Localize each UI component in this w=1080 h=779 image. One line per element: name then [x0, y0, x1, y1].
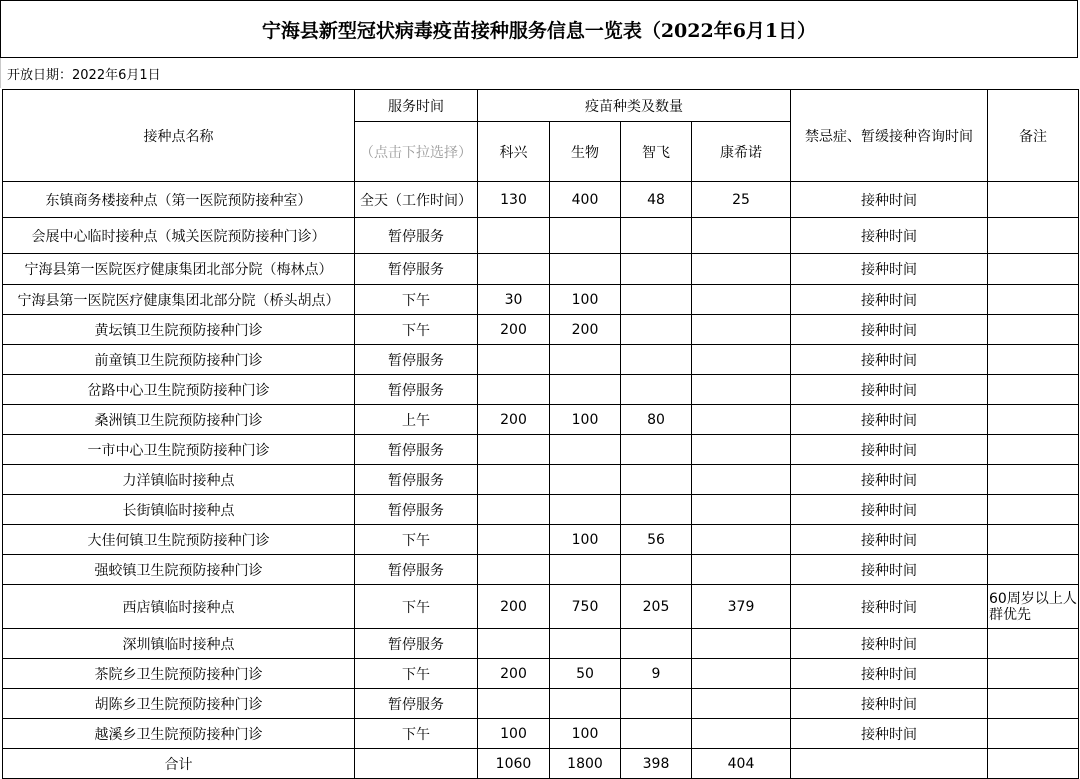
consult-time-cell[interactable]: 接种时间: [791, 285, 988, 315]
table-row: [3, 254, 1079, 285]
header-shengwu: 生物: [550, 122, 621, 182]
kexing-cell[interactable]: 100: [478, 719, 550, 749]
kangxinuo-cell[interactable]: 379: [692, 585, 791, 629]
service-time-cell[interactable]: 暂停服务: [355, 689, 478, 719]
shengwu-cell[interactable]: 50: [550, 659, 621, 689]
table-row: [3, 585, 1079, 629]
shengwu-cell[interactable]: [550, 345, 621, 375]
shengwu-cell[interactable]: 100: [550, 525, 621, 555]
table-row: [3, 345, 1079, 375]
table-row: [3, 689, 1079, 719]
kangxinuo-cell[interactable]: [692, 285, 791, 315]
consult-time-cell[interactable]: 接种时间: [791, 659, 988, 689]
open-date-label: 开放日期：: [7, 67, 73, 83]
consult-time-cell[interactable]: [791, 749, 988, 779]
site-name-cell[interactable]: 桑洲镇卫生院预防接种门诊: [3, 405, 355, 435]
remark-cell[interactable]: 60周岁以上人群优先: [988, 585, 1079, 629]
shengwu-cell[interactable]: 200: [550, 315, 621, 345]
kexing-cell[interactable]: 200: [478, 405, 550, 435]
zhifei-total-cell[interactable]: 398: [621, 749, 692, 779]
service-time-cell[interactable]: 暂停服务: [355, 218, 478, 254]
table-row: [3, 285, 1079, 315]
consult-time-cell[interactable]: 接种时间: [791, 555, 988, 585]
site-name-cell[interactable]: 深圳镇临时接种点: [3, 629, 355, 659]
remark-cell[interactable]: [988, 719, 1079, 749]
kexing-cell[interactable]: [478, 689, 550, 719]
kangxinuo-cell[interactable]: [692, 218, 791, 254]
remark-cell[interactable]: [988, 405, 1079, 435]
shengwu-cell[interactable]: [550, 689, 621, 719]
kangxinuo-cell[interactable]: [692, 629, 791, 659]
remark-cell[interactable]: [988, 435, 1079, 465]
service-time-cell[interactable]: 下午: [355, 659, 478, 689]
table-row: [3, 435, 1079, 465]
kangxinuo-cell[interactable]: [692, 525, 791, 555]
shengwu-cell[interactable]: 400: [550, 182, 621, 218]
service-time-cell[interactable]: 暂停服务: [355, 555, 478, 585]
remark-cell[interactable]: [988, 659, 1079, 689]
kexing-cell[interactable]: 130: [478, 182, 550, 218]
shengwu-cell[interactable]: [550, 435, 621, 465]
kangxinuo-cell[interactable]: [692, 435, 791, 465]
zhifei-cell[interactable]: [621, 719, 692, 749]
kexing-cell[interactable]: [478, 465, 550, 495]
site-name-cell[interactable]: 会展中心临时接种点（城关医院预防接种门诊）: [3, 218, 355, 254]
kexing-cell[interactable]: 200: [478, 315, 550, 345]
consult-time-cell[interactable]: 接种时间: [791, 689, 988, 719]
zhifei-cell[interactable]: 80: [621, 405, 692, 435]
zhifei-cell[interactable]: [621, 254, 692, 285]
service-time-cell[interactable]: 暂停服务: [355, 465, 478, 495]
consult-time-cell[interactable]: 接种时间: [791, 629, 988, 659]
remark-cell[interactable]: [988, 555, 1079, 585]
site-name-cell[interactable]: 黄坛镇卫生院预防接种门诊: [3, 315, 355, 345]
table-row: [3, 719, 1079, 749]
kangxinuo-cell[interactable]: [692, 465, 791, 495]
shengwu-cell[interactable]: [550, 465, 621, 495]
kexing-cell[interactable]: 200: [478, 585, 550, 629]
site-name-cell[interactable]: 胡陈乡卫生院预防接种门诊: [3, 689, 355, 719]
zhifei-cell[interactable]: [621, 435, 692, 465]
header-zhifei: 智飞: [621, 122, 692, 182]
remark-cell[interactable]: [988, 182, 1079, 218]
service-time-dropdown-hint[interactable]: （点击下拉选择）: [355, 122, 478, 182]
service-time-cell[interactable]: 暂停服务: [355, 495, 478, 525]
header-vaccine-group: 疫苗种类及数量: [478, 90, 791, 122]
shengwu-cell[interactable]: 100: [550, 405, 621, 435]
kangxinuo-total-cell[interactable]: 404: [692, 749, 791, 779]
zhifei-cell[interactable]: [621, 375, 692, 405]
remark-cell[interactable]: [988, 495, 1079, 525]
kexing-cell[interactable]: 30: [478, 285, 550, 315]
remark-cell[interactable]: [988, 525, 1079, 555]
zhifei-cell[interactable]: 56: [621, 525, 692, 555]
zhifei-cell[interactable]: [621, 495, 692, 525]
consult-time-cell[interactable]: 接种时间: [791, 375, 988, 405]
header-kexing: 科兴: [478, 122, 550, 182]
kexing-cell[interactable]: [478, 629, 550, 659]
consult-time-cell[interactable]: 接种时间: [791, 345, 988, 375]
kexing-cell[interactable]: [478, 254, 550, 285]
kexing-total-cell[interactable]: 1060: [478, 749, 550, 779]
zhifei-cell[interactable]: [621, 689, 692, 719]
consult-time-cell[interactable]: 接种时间: [791, 435, 988, 465]
site-name-cell[interactable]: 西店镇临时接种点: [3, 585, 355, 629]
service-time-cell[interactable]: 暂停服务: [355, 629, 478, 659]
table-row: [3, 525, 1079, 555]
site-name-cell[interactable]: 宁海县第一医院医疗健康集团北部分院（梅林点）: [3, 254, 355, 285]
zhifei-cell[interactable]: 48: [621, 182, 692, 218]
kexing-cell[interactable]: [478, 555, 550, 585]
site-name-cell[interactable]: 长街镇临时接种点: [3, 495, 355, 525]
shengwu-cell[interactable]: 750: [550, 585, 621, 629]
open-date-value: 2022年6月1日: [72, 67, 161, 83]
zhifei-cell[interactable]: [621, 345, 692, 375]
header-remark: 备注: [988, 90, 1079, 182]
remark-cell[interactable]: [988, 218, 1079, 254]
site-name-cell[interactable]: 一市中心卫生院预防接种门诊: [3, 435, 355, 465]
service-time-cell[interactable]: 下午: [355, 525, 478, 555]
kangxinuo-cell[interactable]: [692, 555, 791, 585]
site-name-cell[interactable]: 前童镇卫生院预防接种门诊: [3, 345, 355, 375]
kangxinuo-cell[interactable]: [692, 405, 791, 435]
header-kangxinuo: 康希诺: [692, 122, 791, 182]
remark-cell[interactable]: [988, 375, 1079, 405]
shengwu-cell[interactable]: [550, 218, 621, 254]
remark-cell[interactable]: [988, 285, 1079, 315]
consult-time-cell[interactable]: 接种时间: [791, 585, 988, 629]
remark-cell[interactable]: [988, 465, 1079, 495]
zhifei-cell[interactable]: [621, 315, 692, 345]
table-row: [3, 659, 1079, 689]
kangxinuo-cell[interactable]: 25: [692, 182, 791, 218]
table-row: [3, 375, 1079, 405]
zhifei-cell[interactable]: 9: [621, 659, 692, 689]
total-row: [3, 749, 1079, 779]
remark-cell[interactable]: [988, 629, 1079, 659]
consult-time-cell[interactable]: 接种时间: [791, 218, 988, 254]
site-name-cell[interactable]: 茶院乡卫生院预防接种门诊: [3, 659, 355, 689]
consult-time-cell[interactable]: 接种时间: [791, 525, 988, 555]
service-time-cell[interactable]: 下午: [355, 719, 478, 749]
remark-cell[interactable]: [988, 749, 1079, 779]
consult-time-cell[interactable]: 接种时间: [791, 495, 988, 525]
consult-time-cell[interactable]: 接种时间: [791, 315, 988, 345]
table-row: [3, 315, 1079, 345]
kexing-cell[interactable]: 200: [478, 659, 550, 689]
site-name-cell[interactable]: 宁海县第一医院医疗健康集团北部分院（桥头胡点）: [3, 285, 355, 315]
shengwu-cell[interactable]: [550, 555, 621, 585]
service-time-cell[interactable]: 暂停服务: [355, 254, 478, 285]
zhifei-cell[interactable]: [621, 218, 692, 254]
open-date-row: [0, 58, 1078, 88]
remark-cell[interactable]: [988, 689, 1079, 719]
table-row: [3, 405, 1079, 435]
service-time-cell[interactable]: 全天（工作时间）: [355, 182, 478, 218]
header-service-time: 服务时间: [355, 90, 478, 122]
table-row: [3, 218, 1079, 254]
kexing-cell[interactable]: [478, 435, 550, 465]
remark-cell[interactable]: [988, 315, 1079, 345]
zhifei-cell[interactable]: [621, 629, 692, 659]
table-row: [3, 495, 1079, 525]
kexing-cell[interactable]: [478, 375, 550, 405]
sheet-title: 宁海县新型冠状病毒疫苗接种服务信息一览表（2022年6月1日）: [0, 0, 1078, 58]
zhifei-cell[interactable]: [621, 555, 692, 585]
service-time-cell[interactable]: 下午: [355, 315, 478, 345]
header-consult-time: 禁忌症、暂缓接种咨询时间: [791, 90, 988, 182]
zhifei-cell[interactable]: [621, 285, 692, 315]
shengwu-cell[interactable]: 100: [550, 285, 621, 315]
site-name-cell[interactable]: 岔路中心卫生院预防接种门诊: [3, 375, 355, 405]
kangxinuo-cell[interactable]: [692, 375, 791, 405]
site-name-cell[interactable]: 力洋镇临时接种点: [3, 465, 355, 495]
consult-time-cell[interactable]: 接种时间: [791, 465, 988, 495]
consult-time-cell[interactable]: 接种时间: [791, 254, 988, 285]
service-time-cell[interactable]: 下午: [355, 585, 478, 629]
service-time-cell[interactable]: 下午: [355, 285, 478, 315]
consult-time-cell[interactable]: 接种时间: [791, 182, 988, 218]
consult-time-cell[interactable]: 接种时间: [791, 405, 988, 435]
kexing-cell[interactable]: [478, 345, 550, 375]
shengwu-cell[interactable]: [550, 375, 621, 405]
service-time-cell[interactable]: 上午: [355, 405, 478, 435]
header-site: 接种点名称: [3, 90, 355, 182]
kangxinuo-cell[interactable]: [692, 719, 791, 749]
kangxinuo-cell[interactable]: [692, 254, 791, 285]
kexing-cell[interactable]: [478, 495, 550, 525]
table-row: [3, 465, 1079, 495]
kangxinuo-cell[interactable]: [692, 689, 791, 719]
shengwu-cell[interactable]: [550, 629, 621, 659]
site-name-cell[interactable]: 强蛟镇卫生院预防接种门诊: [3, 555, 355, 585]
shengwu-cell[interactable]: 100: [550, 719, 621, 749]
table-row: [3, 629, 1079, 659]
remark-cell[interactable]: [988, 345, 1079, 375]
service-time-cell[interactable]: [355, 749, 478, 779]
table-row: [3, 182, 1079, 218]
kexing-cell[interactable]: [478, 525, 550, 555]
kangxinuo-cell[interactable]: [692, 495, 791, 525]
shengwu-cell[interactable]: [550, 495, 621, 525]
site-name-cell[interactable]: 越溪乡卫生院预防接种门诊: [3, 719, 355, 749]
kangxinuo-cell[interactable]: [692, 315, 791, 345]
service-time-cell[interactable]: 暂停服务: [355, 435, 478, 465]
zhifei-cell[interactable]: [621, 465, 692, 495]
kexing-cell[interactable]: [478, 218, 550, 254]
vaccination-table: [2, 89, 1079, 779]
kangxinuo-cell[interactable]: [692, 345, 791, 375]
kangxinuo-cell[interactable]: [692, 659, 791, 689]
zhifei-cell[interactable]: 205: [621, 585, 692, 629]
shengwu-total-cell[interactable]: 1800: [550, 749, 621, 779]
total-label-cell[interactable]: 合计: [3, 749, 355, 779]
site-name-cell[interactable]: 大佳何镇卫生院预防接种门诊: [3, 525, 355, 555]
table-row: [3, 555, 1079, 585]
shengwu-cell[interactable]: [550, 254, 621, 285]
consult-time-cell[interactable]: 接种时间: [791, 719, 988, 749]
service-time-cell[interactable]: 暂停服务: [355, 375, 478, 405]
service-time-cell[interactable]: 暂停服务: [355, 345, 478, 375]
remark-cell[interactable]: [988, 254, 1079, 285]
site-name-cell[interactable]: 东镇商务楼接种点（第一医院预防接种室）: [3, 182, 355, 218]
